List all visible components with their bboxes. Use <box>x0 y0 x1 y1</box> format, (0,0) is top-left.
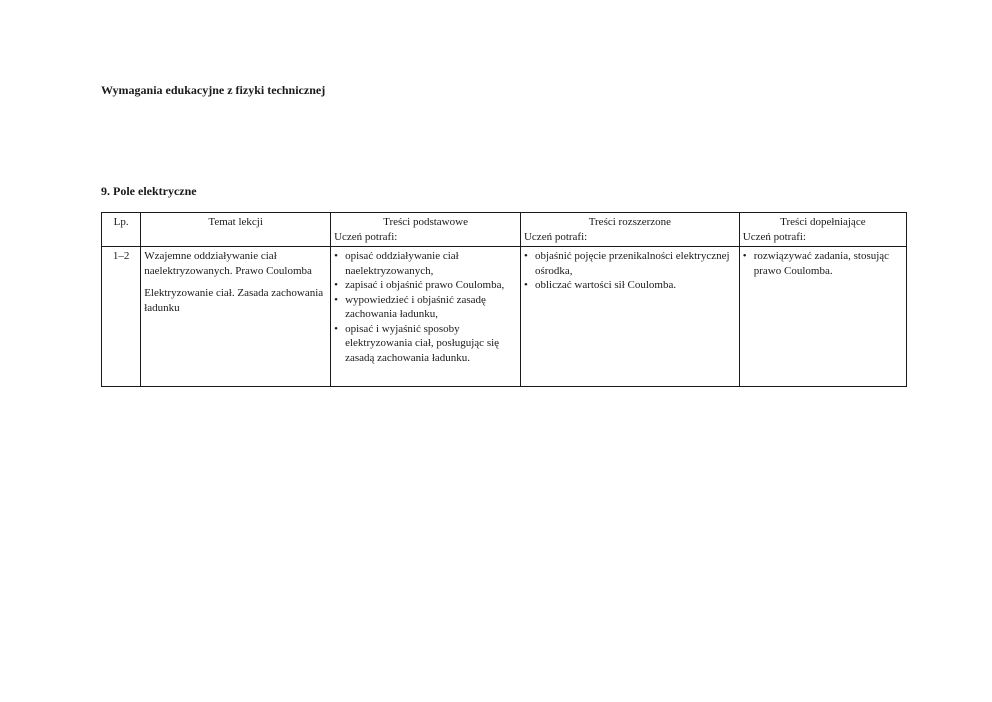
bullet-icon: • <box>523 279 528 291</box>
list-item <box>334 293 517 322</box>
list-item <box>524 249 736 278</box>
table-header-row <box>102 213 907 247</box>
list-item <box>334 278 517 293</box>
cell-extended <box>520 247 739 387</box>
table-row <box>102 247 907 387</box>
list-item-text: zapisać i objaśnić prawo Coulomba, <box>345 279 505 291</box>
header-extended <box>520 213 739 247</box>
bullet-icon: • <box>334 250 338 262</box>
extended-list <box>524 249 736 293</box>
bullet-icon: • <box>334 322 338 335</box>
list-item-text: objaśnić pojęcie przenikalności elektrycznej ośrodka, <box>534 250 730 277</box>
list-item <box>334 249 517 278</box>
list-item-text: rozwiązywać zadania, stosując prawo Coulomba. <box>753 250 890 277</box>
topic-item: Elektryzowanie ciał. Zasada zachowania ładunku <box>144 287 324 314</box>
list-item <box>524 278 736 293</box>
list-item-text: opisać oddziaływanie ciał naelektryzowanych, <box>345 250 459 277</box>
requirements-table <box>101 212 907 387</box>
cell-supplementary <box>739 247 906 387</box>
bullet-icon: • <box>742 250 747 262</box>
bullet-icon: • <box>334 293 338 306</box>
lp-value: 1–2 <box>112 250 130 262</box>
cell-topic <box>141 247 331 387</box>
header-extended-sub: Uczeń potrafi: <box>523 230 588 243</box>
list-item <box>334 322 517 366</box>
bullet-icon: • <box>334 279 338 291</box>
section-title: 9. Pole elektryczne <box>101 184 197 198</box>
cell-lp <box>102 247 141 387</box>
supplementary-list <box>743 249 903 278</box>
basic-list <box>334 249 517 365</box>
topic-item: Wzajemne oddziaływanie ciał naelektryzowanych. Prawo Coulomba <box>144 250 312 277</box>
header-extended-label: Treści rozszerzone <box>588 216 672 228</box>
list-item <box>743 249 903 278</box>
header-supplementary-sub: Uczeń potrafi: <box>742 230 806 243</box>
bullet-icon: • <box>523 250 528 262</box>
header-lp-label: Lp. <box>113 216 129 228</box>
list-item-text: wypowiedzieć i objaśnić zasadę zachowania ładunku, <box>345 293 486 320</box>
list-item-text: obliczać wartości sił Coulomba. <box>534 279 677 291</box>
header-basic-label: Treści podstawowe <box>383 216 468 228</box>
header-supplementary <box>739 213 906 247</box>
list-item-text: opisać i wyjaśnić sposoby elektryzowania ciał, posługując się zasadą zachowania ładunku. <box>345 322 500 364</box>
cell-basic <box>331 247 521 387</box>
document-title: Wymagania edukacyjne z fizyki technicznej <box>101 83 326 97</box>
header-topic <box>141 213 331 247</box>
header-topic-label: Temat lekcji <box>208 216 263 228</box>
header-supplementary-label: Treści dopełniające <box>780 216 866 228</box>
header-basic <box>331 213 521 247</box>
header-lp <box>102 213 141 247</box>
header-basic-sub: Uczeń potrafi: <box>334 230 398 243</box>
